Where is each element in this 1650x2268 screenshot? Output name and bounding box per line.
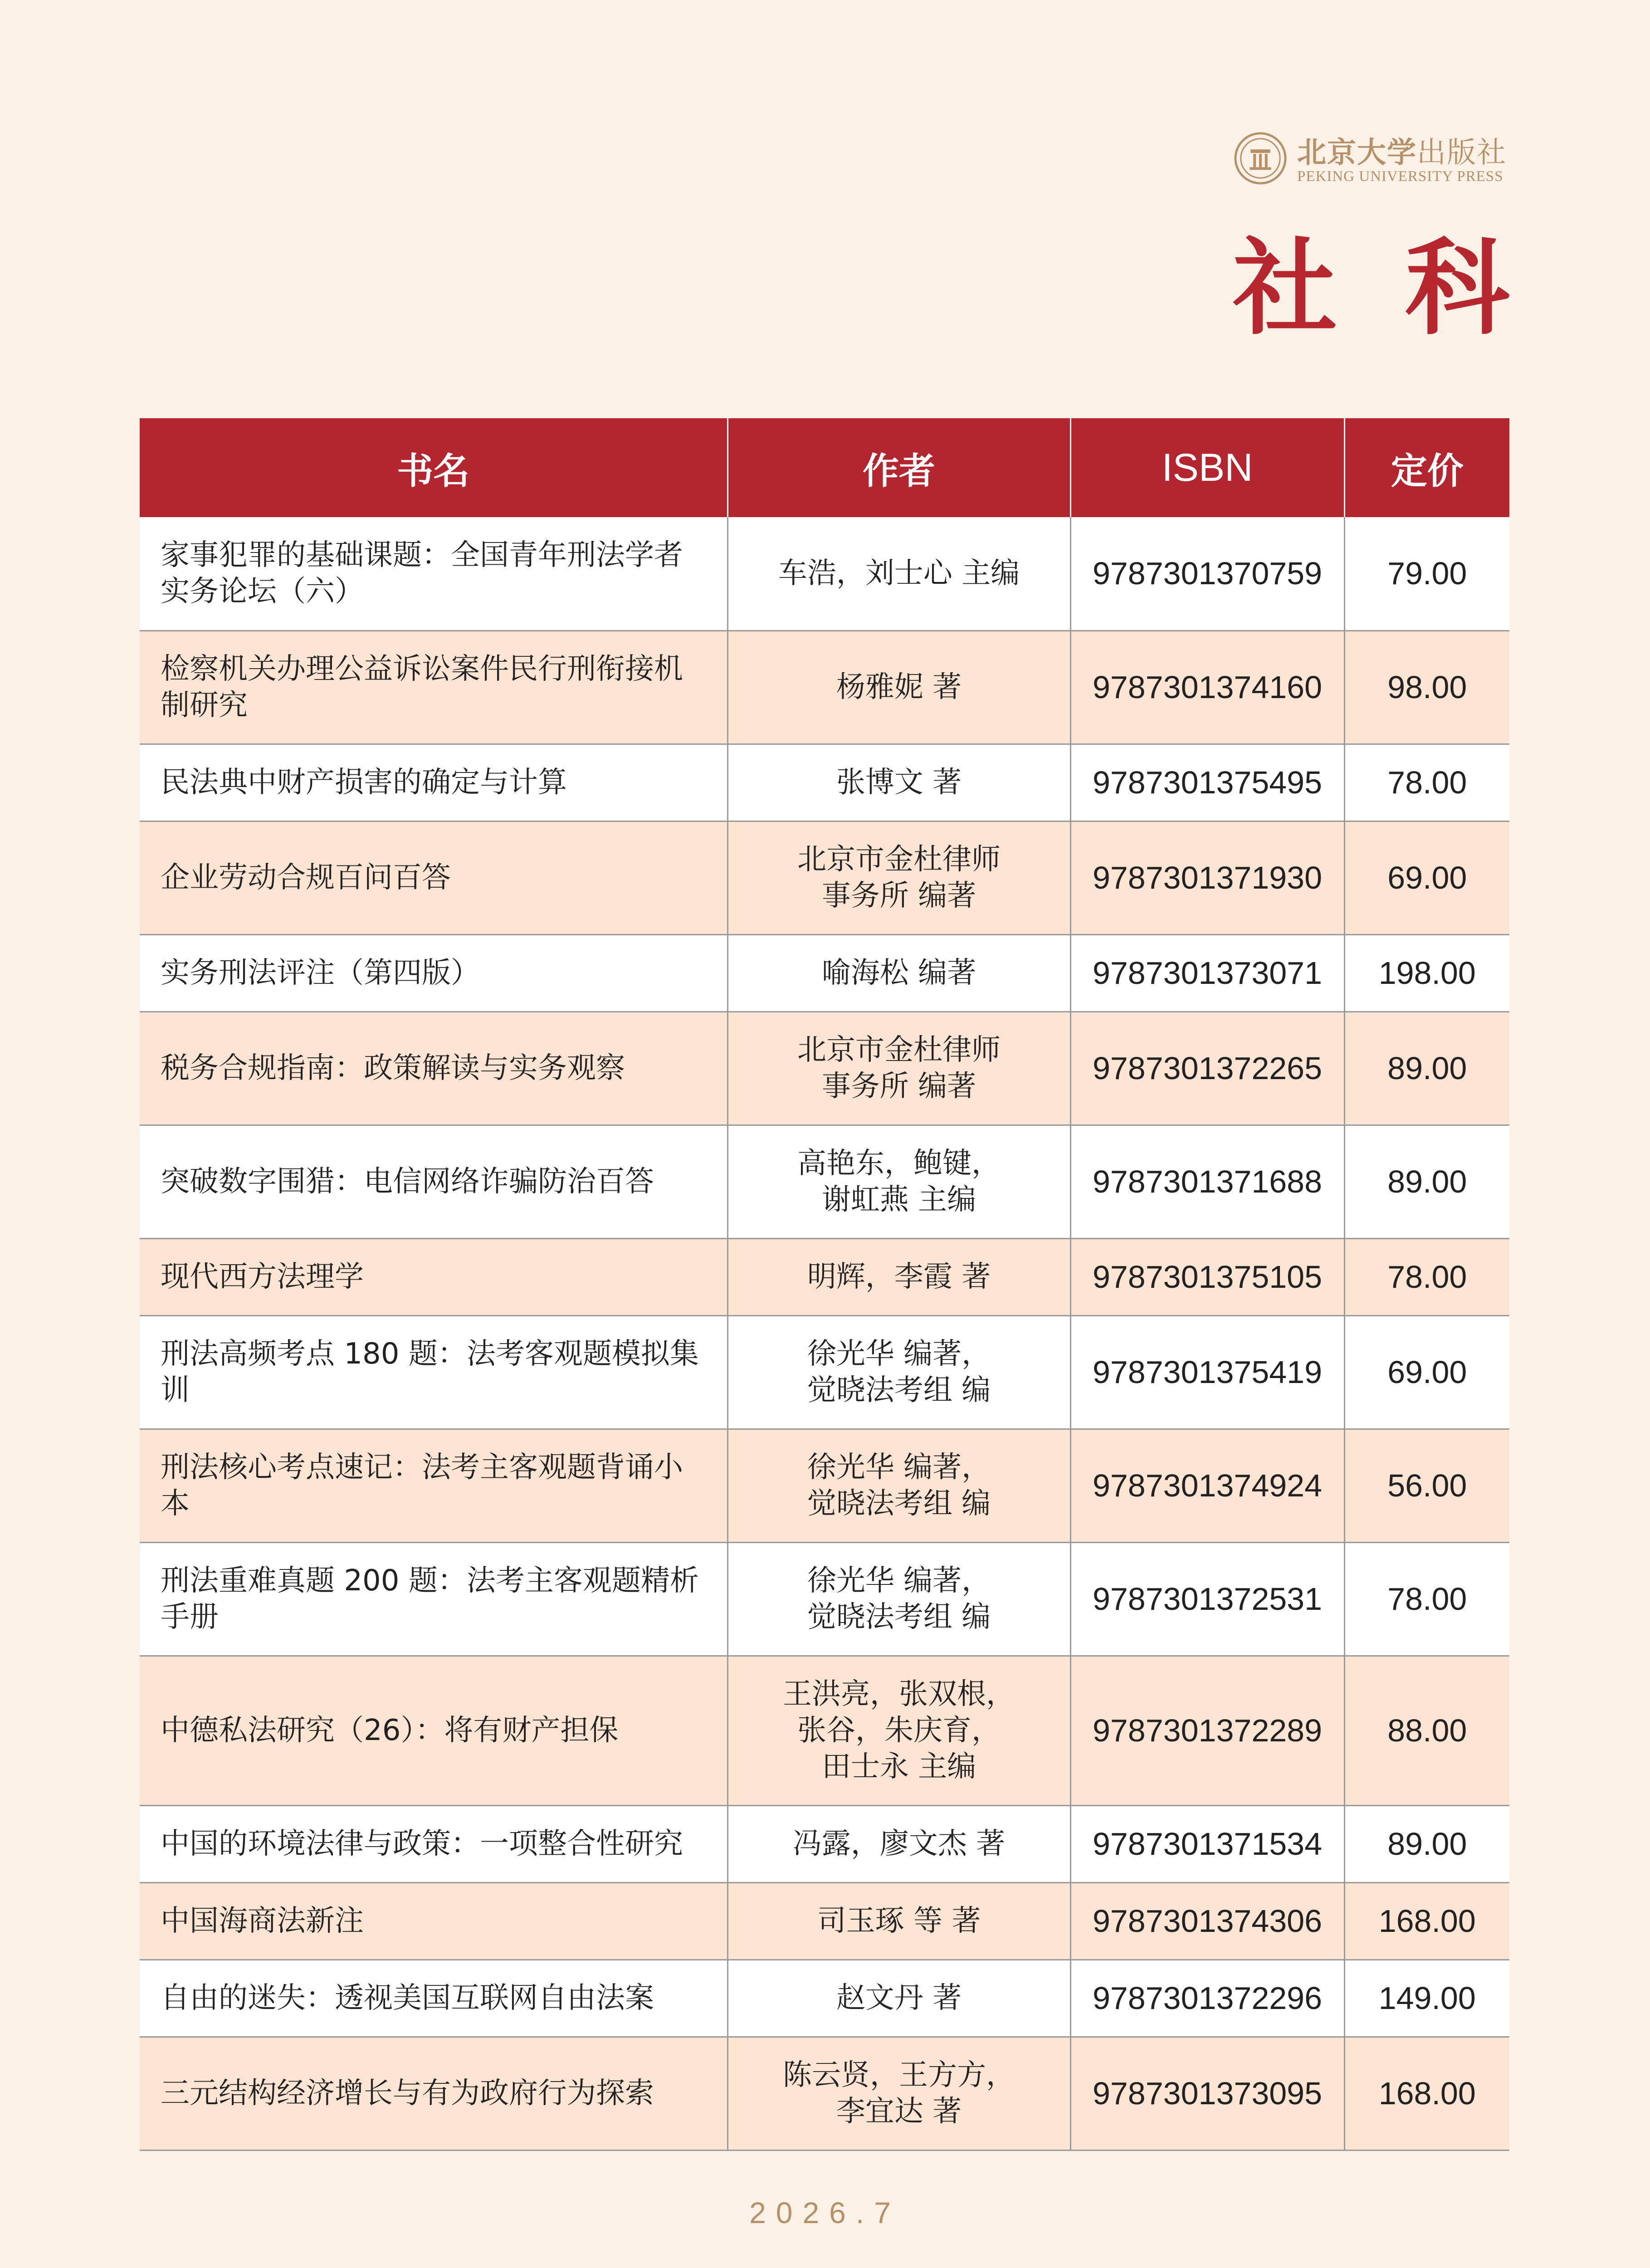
header-isbn: ISBN [1070,418,1344,517]
book-author [727,744,1070,821]
book-price: 89.00 [1344,1012,1509,1125]
book-price: 69.00 [1344,821,1509,934]
book-title: 企业劳动合规百问百答 [140,821,727,934]
book-author [727,1805,1070,1882]
author-line: 谢虹燕 主编 [821,1183,976,1217]
book-title: 实务刑法评注（第四版） [140,934,727,1012]
book-isbn: 9787301374160 [1070,631,1344,744]
author-line: 赵文丹 著 [836,1981,962,2015]
book-title: 三元结构经济增长与有为政府行为探索 [140,2037,727,2150]
book-author [727,1125,1070,1238]
table-row [140,934,1509,1012]
publisher-name-cn: 北京大学出版社 [1297,136,1507,170]
author-line: 李宜达 著 [836,2095,962,2128]
book-isbn: 9787301371930 [1070,821,1344,934]
book-isbn: 9787301370759 [1070,517,1344,631]
book-price: 88.00 [1344,1656,1509,1805]
book-title: 中国的环境法律与政策：一项整合性研究 [140,1805,727,1882]
book-title: 刑法重难真题 200 题：法考主客观题精析手册 [140,1542,727,1656]
author-line: 徐光华 编著， [807,1451,991,1484]
book-isbn: 9787301375495 [1070,744,1344,821]
book-title: 中国海商法新注 [140,1882,727,1960]
author-line: 徐光华 编著， [807,1337,991,1371]
book-isbn: 9787301372296 [1070,1960,1344,2037]
author-line: 车浩，刘士心 主编 [778,557,1020,591]
book-author [727,1429,1070,1542]
table-row [140,1542,1509,1656]
book-author [727,1542,1070,1656]
table-row [140,631,1509,744]
header-author: 作者 [727,418,1070,517]
book-price: 89.00 [1344,1805,1509,1882]
book-isbn: 9787301372531 [1070,1542,1344,1656]
book-isbn: 9787301372289 [1070,1656,1344,1805]
book-author [727,2037,1070,2150]
author-line: 张谷，朱庆育， [797,1714,1001,1747]
book-price: 98.00 [1344,631,1509,744]
book-price: 149.00 [1344,1960,1509,2037]
book-title: 税务合规指南：政策解读与实务观察 [140,1012,727,1125]
book-price: 78.00 [1344,1238,1509,1315]
book-author [727,821,1070,934]
book-author [727,1238,1070,1315]
book-author [727,1960,1070,2037]
table-row [140,1429,1509,1542]
author-line: 张博文 著 [836,766,962,799]
book-title: 家事犯罪的基础课题：全国青年刑法学者实务论坛（六） [140,517,727,631]
table-row [140,1125,1509,1238]
book-price: 78.00 [1344,1542,1509,1656]
book-price: 168.00 [1344,1882,1509,1960]
author-line: 明辉，李霞 著 [807,1260,991,1294]
header-title: 书名 [140,418,727,517]
book-author [727,631,1070,744]
book-title: 中德私法研究（26）：将有财产担保 [140,1656,727,1805]
book-price: 89.00 [1344,1125,1509,1238]
book-title: 检察机关办理公益诉讼案件民行刑衔接机制研究 [140,631,727,744]
table-row [140,2037,1509,2150]
author-line: 北京市金杜律师 [797,843,1001,876]
author-line: 事务所 编著 [821,1070,976,1103]
author-line: 喻海松 编著 [821,956,976,990]
book-author [727,517,1070,631]
book-title: 自由的迷失：透视美国互联网自由法案 [140,1960,727,2037]
book-price: 56.00 [1344,1429,1509,1542]
author-line: 司玉琢 等 著 [817,1904,981,1938]
author-line: 高艳东，鲍键， [797,1147,1001,1180]
book-table [140,418,1509,2151]
book-title: 民法典中财产损害的确定与计算 [140,744,727,821]
table-row [140,1656,1509,1805]
table-row [140,1238,1509,1315]
footer-date: 2026.7 [749,2196,901,2229]
author-line: 觉晓法考组 编 [807,1487,991,1520]
table-row [140,1315,1509,1429]
author-line: 事务所 编著 [821,879,976,913]
book-isbn: 9787301374924 [1070,1429,1344,1542]
book-isbn: 9787301373071 [1070,934,1344,1012]
book-author [727,1882,1070,1960]
table-row [140,517,1509,631]
table-header-row [140,418,1509,517]
table-row [140,1882,1509,1960]
author-line: 冯露，廖文杰 著 [792,1827,1006,1861]
book-author [727,1012,1070,1125]
author-line: 杨雅妮 著 [836,670,962,704]
publisher-name-en: PEKING UNIVERSITY PRESS [1297,168,1504,185]
book-price: 168.00 [1344,2037,1509,2150]
author-line: 王洪亮，张双根， [783,1677,1015,1711]
author-line: 北京市金杜律师 [797,1033,1001,1067]
author-line: 觉晓法考组 编 [807,1374,991,1407]
book-price: 79.00 [1344,517,1509,631]
book-price: 198.00 [1344,934,1509,1012]
table-row [140,1012,1509,1125]
book-isbn: 9787301371688 [1070,1125,1344,1238]
author-line: 田士永 主编 [821,1750,976,1784]
book-rows [140,517,1509,2150]
book-title: 刑法核心考点速记：法考主客观题背诵小本 [140,1429,727,1542]
book-title: 突破数字围猎：电信网络诈骗防治百答 [140,1125,727,1238]
table-row [140,821,1509,934]
section-title: 社科 [1233,227,1577,349]
header-price: 定价 [1344,418,1509,517]
book-price: 69.00 [1344,1315,1509,1429]
pku-emblem-icon [1234,132,1287,185]
book-author [727,1315,1070,1429]
book-author [727,1656,1070,1805]
book-price: 78.00 [1344,744,1509,821]
book-title: 刑法高频考点 180 题：法考客观题模拟集训 [140,1315,727,1429]
publisher-logo [1234,129,1515,188]
book-isbn: 9787301375105 [1070,1238,1344,1315]
table-row [140,1805,1509,1882]
table-row [140,744,1509,821]
book-isbn: 9787301371534 [1070,1805,1344,1882]
table-row [140,1960,1509,2037]
author-line: 陈云贤，王方方， [783,2058,1015,2092]
author-line: 觉晓法考组 编 [807,1600,991,1634]
book-isbn: 9787301373095 [1070,2037,1344,2150]
book-isbn: 9787301372265 [1070,1012,1344,1125]
book-title: 现代西方法理学 [140,1238,727,1315]
author-line: 徐光华 编著， [807,1564,991,1598]
book-author [727,934,1070,1012]
book-isbn: 9787301375419 [1070,1315,1344,1429]
book-isbn: 9787301374306 [1070,1882,1344,1960]
